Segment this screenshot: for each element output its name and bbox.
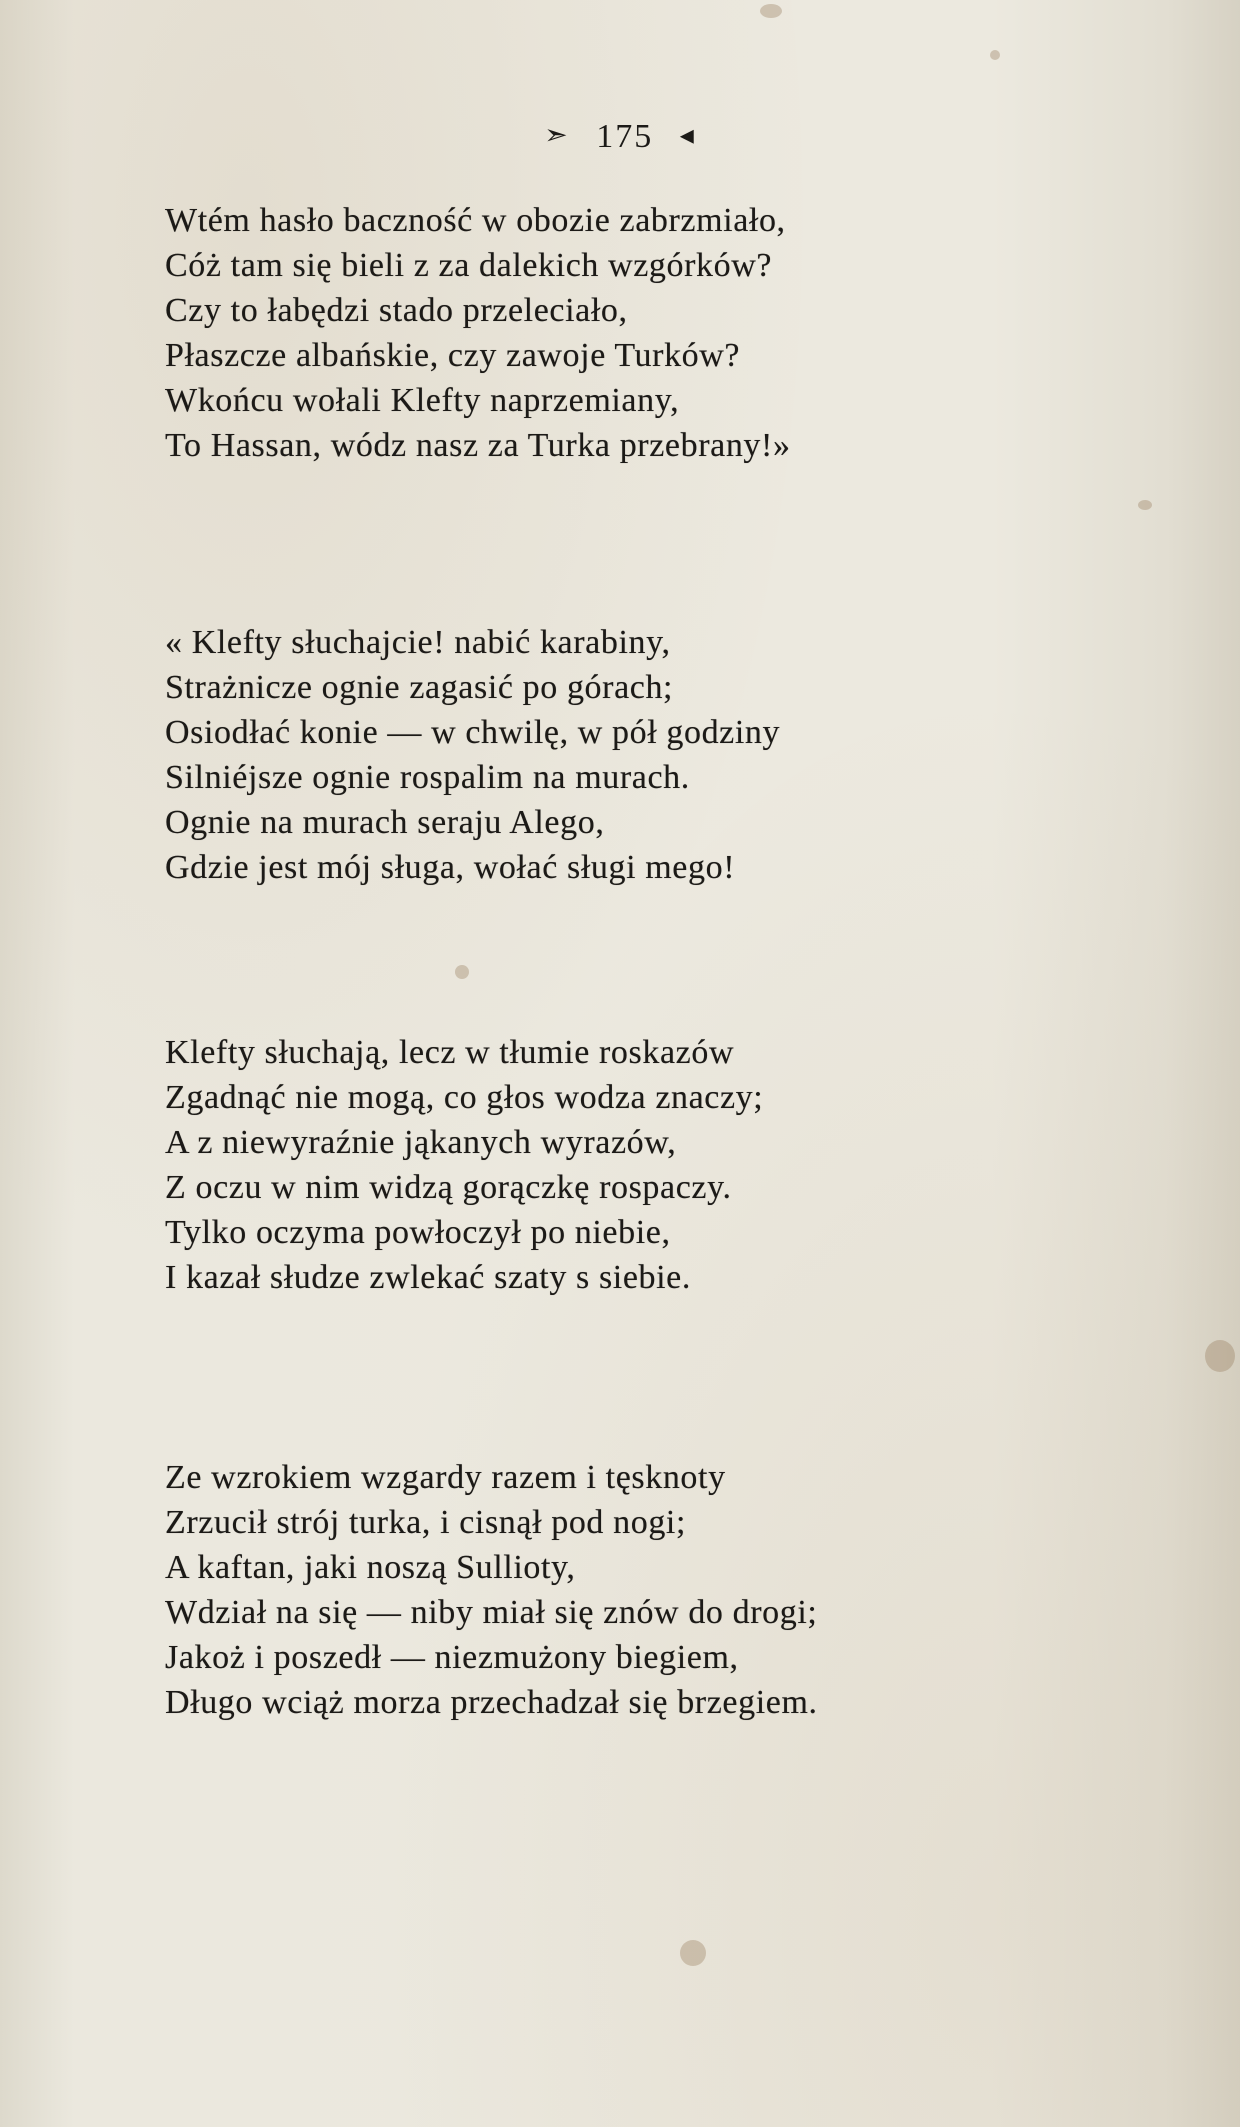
verse-line: Z oczu w nim widzą gorączkę rospaczy. xyxy=(165,1169,732,1206)
verse-line: Osiodłać konie — w chwilę, w pół godziny xyxy=(165,714,781,751)
verse-line: To Hassan, wódz nasz za Turka przebrany!» xyxy=(165,427,791,464)
verse-line: Długo wciąż morza przechadzał się brzegiem. xyxy=(165,1684,818,1721)
verse-line: Silniéjsze ognie rospalim na murach. xyxy=(165,759,690,796)
verse-line: Czy to łabędzi stado przeleciało, xyxy=(165,292,628,329)
verse-line: Klefty słuchają, lecz w tłumie roskazów xyxy=(165,1034,735,1071)
page-header xyxy=(0,118,1240,156)
verse-line: « Klefty słuchajcie! nabić karabiny, xyxy=(165,624,671,661)
verse-line: Tylko oczyma powłoczył po niebie, xyxy=(165,1214,671,1251)
verse-line: Cóż tam się bieli z za dalekich wzgórków? xyxy=(165,247,773,284)
page-number: 175 xyxy=(596,118,654,155)
verse-line: Wdział na się — niby miał się znów do drogi; xyxy=(165,1594,818,1631)
verse-line: Ognie na murach seraju Alego, xyxy=(165,804,605,841)
verse-line: I kazał słudze zwlekać szaty s siebie. xyxy=(165,1259,691,1296)
facing-page-show-through xyxy=(1020,180,1220,1880)
verse-line: Zgadnąć nie mogą, co głos wodza znaczy; xyxy=(165,1079,764,1116)
paper-stain xyxy=(680,1940,706,1966)
verse-line: A kaftan, jaki noszą Sullioty, xyxy=(165,1549,576,1586)
paper-stain xyxy=(455,965,469,979)
stanza-3 xyxy=(165,1030,1025,1300)
verse-line: Gdzie jest mój sługa, wołać sługi mego! xyxy=(165,849,736,886)
verse-line: Zrzucił strój turka, i cisnął pod nogi; xyxy=(165,1504,687,1541)
stanza-1 xyxy=(165,198,1025,468)
stanza-4 xyxy=(165,1455,1025,1725)
verse-line: Wkońcu wołali Klefty naprzemiany, xyxy=(165,382,680,419)
verse-line: Strażnicze ognie zagasić po górach; xyxy=(165,669,674,706)
verse-line: Płaszcze albańskie, czy zawoje Turków? xyxy=(165,337,741,374)
ornament-right: ◂ xyxy=(679,120,696,151)
paper-stain xyxy=(990,50,1000,60)
verse-line: A z niewyraźnie jąkanych wyrazów, xyxy=(165,1124,677,1161)
stanza-2 xyxy=(165,620,1025,890)
verse-line: Wtém hasło baczność w obozie zabrzmiało, xyxy=(165,202,786,239)
verse-line: Jakoż i poszedł — niezmużony biegiem, xyxy=(165,1639,739,1676)
ornament-left: ➣ xyxy=(544,120,570,151)
paper-stain xyxy=(760,4,782,18)
verse-line: Ze wzrokiem wzgardy razem i tęsknoty xyxy=(165,1459,726,1496)
